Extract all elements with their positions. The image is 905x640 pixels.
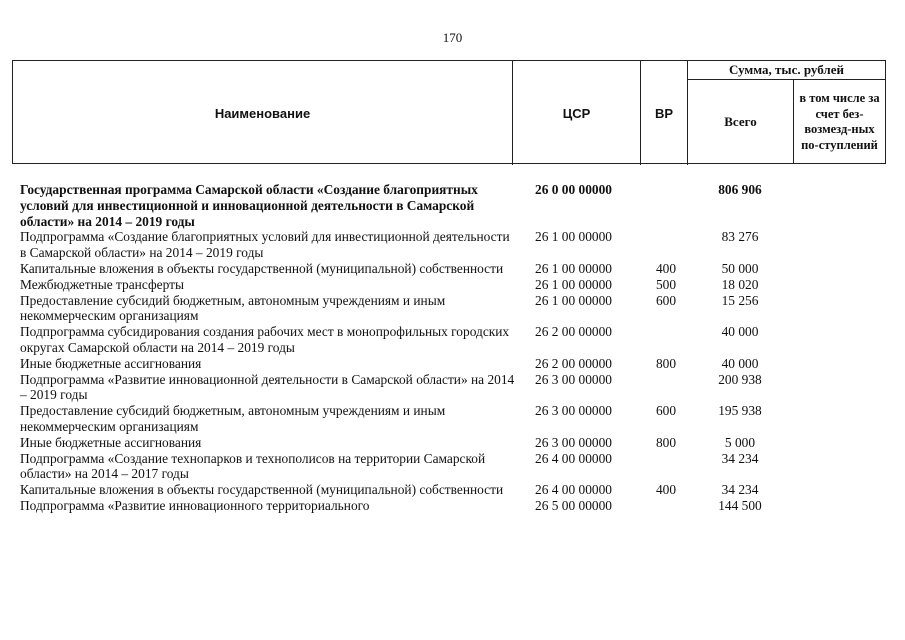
row-name: Предоставление субсидий бюджетным, автономным учреждениям и иным некоммерческим организациям bbox=[20, 292, 446, 324]
header-total: Всего bbox=[688, 80, 794, 164]
header-sum: Сумма, тыс. рублей bbox=[688, 61, 885, 80]
table-row bbox=[20, 356, 886, 372]
row-name: Иные бюджетные ассигнования bbox=[20, 434, 202, 450]
row-csr: 26 5 00 00000 bbox=[535, 497, 612, 513]
row-csr: 26 1 00 00000 bbox=[535, 276, 612, 292]
table-row bbox=[20, 229, 886, 261]
table-row bbox=[20, 293, 886, 325]
header-vr: ВР bbox=[641, 61, 688, 165]
row-vr: 500 bbox=[655, 276, 677, 292]
row-name: Капитальные вложения в объекты государственной (муниципальной) собственности bbox=[20, 260, 504, 276]
header-name: Наименование bbox=[13, 61, 513, 165]
table-row bbox=[20, 277, 886, 293]
table-row bbox=[20, 403, 886, 435]
header-free: в том числе за счет без-возмезд-ных по-ступлений bbox=[799, 91, 880, 152]
table-row bbox=[20, 435, 886, 451]
page-number: 170 bbox=[442, 30, 463, 45]
row-name: Иные бюджетные ассигнования bbox=[20, 355, 202, 371]
row-total: 806 906 bbox=[718, 182, 762, 197]
row-name: Подпрограмма «Создание технопарков и технополисов на территории Самарской области» на 2014 – 2017 годы bbox=[20, 450, 486, 482]
header-csr: ЦСР bbox=[513, 61, 641, 165]
table-row bbox=[20, 451, 886, 483]
row-vr: 800 bbox=[655, 355, 677, 371]
row-total: 200 938 bbox=[718, 371, 762, 387]
row-total: 144 500 bbox=[718, 497, 762, 513]
row-total: 195 938 bbox=[718, 403, 762, 419]
row-name: Предоставление субсидий бюджетным, автономным учреждениям и иным некоммерческим организациям bbox=[20, 403, 446, 434]
row-vr: 400 bbox=[655, 260, 677, 276]
row-total: 40 000 bbox=[721, 324, 759, 340]
row-vr: 600 bbox=[655, 403, 677, 419]
row-vr: 400 bbox=[655, 482, 677, 498]
table-row bbox=[20, 372, 886, 404]
row-name: Капитальные вложения в объекты государственной (муниципальной) собственности bbox=[20, 482, 504, 498]
row-name: Подпрограмма «Развитие инновационной деятельности в Самарской области» на 2014 – 2019 годы bbox=[20, 371, 515, 403]
row-vr: 600 bbox=[655, 292, 677, 308]
row-total: 5 000 bbox=[724, 434, 756, 450]
row-total: 18 020 bbox=[721, 276, 759, 292]
row-csr: 26 1 00 00000 bbox=[535, 260, 612, 276]
row-csr: 26 0 00 00000 bbox=[535, 182, 612, 197]
row-csr: 26 1 00 00000 bbox=[535, 292, 612, 308]
row-total: 83 276 bbox=[721, 229, 759, 245]
row-name: Подпрограмма «Создание благоприятных условий для инвестиционной деятельности в Самарской области» на 2014 – 2019 годы bbox=[20, 229, 510, 261]
row-csr: 26 3 00 00000 bbox=[535, 403, 612, 419]
table-row bbox=[20, 261, 886, 277]
row-vr: 800 bbox=[655, 434, 677, 450]
table-header bbox=[12, 60, 886, 164]
row-total: 40 000 bbox=[721, 355, 759, 371]
table-body bbox=[20, 182, 886, 514]
row-name: Межбюджетные трансферты bbox=[20, 276, 184, 292]
row-total: 15 256 bbox=[721, 292, 759, 308]
row-name: Государственная программа Самарской области «Создание благоприятных условий для инвестиционной и инновационной деятельности в Самарской области» на 2014 – 2019 годы bbox=[20, 182, 478, 229]
row-csr: 26 3 00 00000 bbox=[535, 434, 612, 450]
row-csr: 26 2 00 00000 bbox=[535, 324, 612, 340]
row-csr: 26 1 00 00000 bbox=[535, 229, 612, 245]
table-row bbox=[20, 324, 886, 356]
row-csr: 26 2 00 00000 bbox=[535, 355, 612, 371]
row-total: 34 234 bbox=[721, 482, 759, 498]
table-row bbox=[20, 498, 886, 514]
row-csr: 26 4 00 00000 bbox=[535, 482, 612, 498]
row-name: Подпрограмма «Развитие инновационного территориального bbox=[20, 497, 370, 513]
table-row bbox=[20, 482, 886, 498]
row-csr: 26 3 00 00000 bbox=[535, 371, 612, 387]
table-row bbox=[20, 182, 886, 229]
row-csr: 26 4 00 00000 bbox=[535, 450, 612, 466]
row-name: Подпрограмма субсидирования создания рабочих мест в монопрофильных городских округах Самарской области на 2014 – 2019 годы bbox=[20, 324, 510, 355]
row-total: 34 234 bbox=[721, 450, 759, 466]
row-total: 50 000 bbox=[721, 260, 759, 276]
